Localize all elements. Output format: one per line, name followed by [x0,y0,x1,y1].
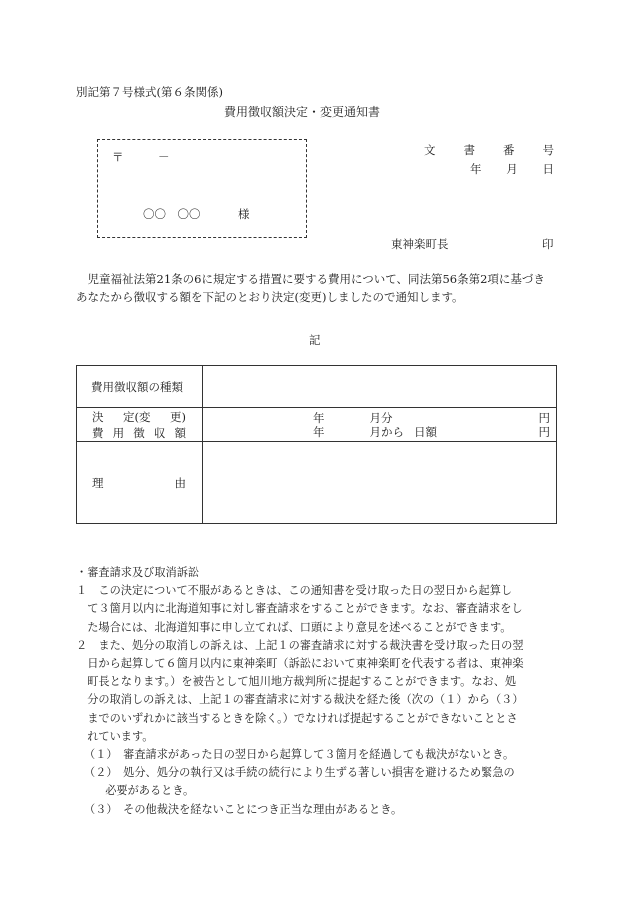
row-fee-type-label: 費用徴収額の種類 [77,366,203,408]
row-fee-type-value [203,366,557,408]
recipient-name: 〇〇 〇〇 [143,207,201,221]
row-amount-value [203,408,557,442]
amount-line-2: 年 月から 日額 円 [313,424,550,439]
amount-line-1: 年 月分 円 [313,410,550,425]
postal-mark: 〒 [112,150,124,164]
ki-heading: 記 [309,333,321,347]
appeal-sub-2: （２） 処分、処分の執行又は手続の続行により生ずる著しい損害を避けるため緊急の 必要があるとき。 [84,766,515,798]
appeal-section [76,564,562,819]
fee-table [76,365,557,524]
document-title: 費用徴収額決定・変更通知書 [224,105,381,119]
document-number-label: 文 書 番 号 [424,143,554,157]
form-reference: 別記第７号様式(第６条関係) [76,85,223,99]
appeal-sub-1: （１） 審査請求があった日の翌日から起算して３箇月を経過しても裁決がないとき。 [84,748,515,762]
body-text: 児童福祉法第21条の6に規定する措置に要する費用について、同法第56条第2項に基づき あなたから徴収する額を下記のとおり決定(変更)しましたので通知します。 [76,272,545,305]
postal-dash: － [158,150,170,164]
row-reason-value [203,442,557,524]
address-box [97,139,307,238]
appeal-sub-3: （３） その他裁決を経ないことにつき正当な理由があるとき。 [84,802,403,816]
date-label: 年 月 日 [470,162,554,176]
appeal-heading: ・審査請求及び取消訴訟 [76,566,200,579]
issuer: 東神楽町長 [391,237,449,251]
appeal-item-2: ２ また、処分の取消しの訴えは、上記１の審査請求に対する裁決書を受け取った日の翌 日から起算して６箇月以内に東神楽町（訴訟において東神楽町を代表する者は、東神楽 町長となります。）を被告として旭川地方裁判所に提起することができます。なお、処 分の取消しの訴えは、上記１の審査請求に対する裁決を経た後（次の（１）から（３） までのいずれかに該当するときを除く。）でなければ提起することができないこととさ れています。 [76,638,524,743]
recipient-honorific: 様 [238,207,250,221]
seal-mark: 印 [542,237,554,251]
row-reason-label: 理 由 [77,442,203,524]
appeal-item-1: １ この決定について不服があるときは、この通知書を受け取った日の翌日から起算し て３箇月以内に北海道知事に対し審査請求をすることができます。なお、審査請求をし た場合には、北海道知事に申し立てれば、口頭により意見を述べることができます。 [76,584,523,634]
row-amount-label: 決 定(変 更) 費 用 徴 収 額 [77,408,203,442]
